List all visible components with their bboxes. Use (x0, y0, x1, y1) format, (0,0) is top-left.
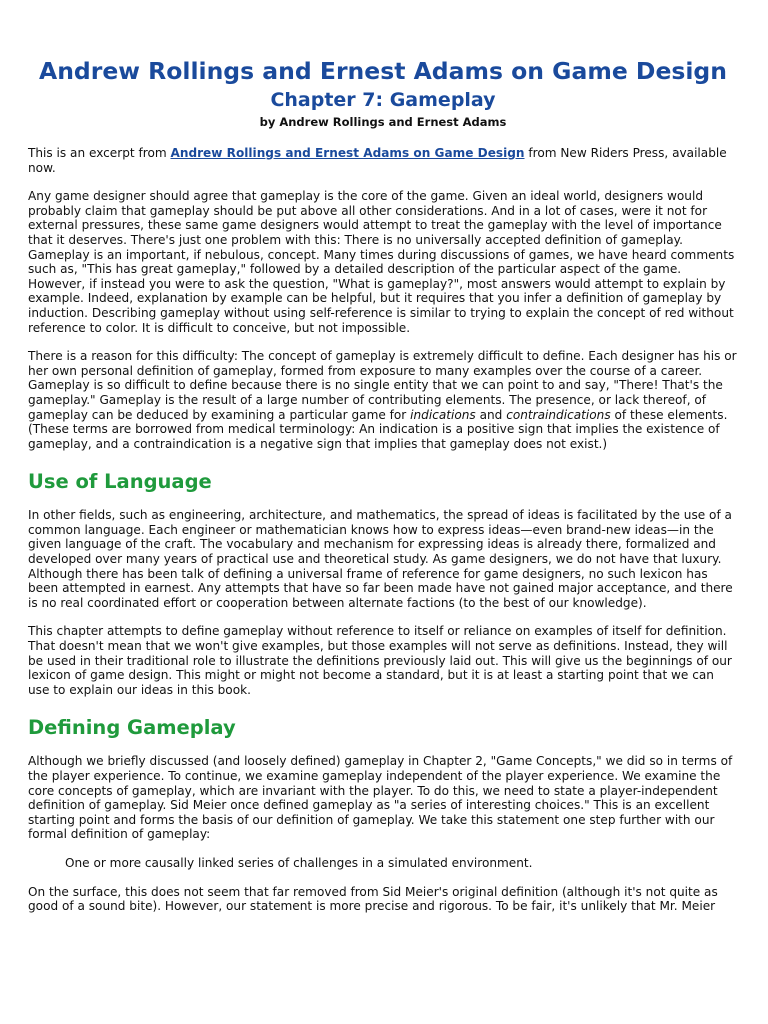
intro-paragraph (28, 146, 738, 175)
section-heading-language: Use of Language (28, 470, 212, 494)
emphasis-contraindications: contraindications (506, 407, 611, 422)
page-title: Andrew Rollings and Ernest Adams on Game Design (39, 57, 727, 85)
intro-prefix: This is an excerpt from (28, 146, 171, 160)
body-paragraph: Any game designer should agree that gameplay is the core of the game. Given an ideal world, designers would probably claim that gameplay should be put above all other considerations. And in a lot of cases, were it not for external pressures, these same game designers would attempt to treat the gameplay with the level of importance that it deserves. There's just one problem with this: There is no universally accepted definition of gameplay. Gameplay is an important, if nebulous, concept. Many times during discussions of games, we have heard comments such as, "This has great gameplay," followed by a detailed description of the particular aspect of the game. However, if instead you were to ask the question, "What is gameplay?", most answers would attempt to explain by example. Indeed, explanation by example can be helpful, but it requires that you infer a definition of gameplay by induction. Describing gameplay without using self-reference is similar to trying to explain the concept of red without reference to color. It is difficult to conceive, but not impossible. (28, 189, 735, 335)
body-paragraph: On the surface, this does not seem that far removed from Sid Meier's original definition (although it's not quite as good of a sound bite). However, our statement is more precise and rigorous. To be fair, it's unlikely that Mr. Meier (28, 884, 718, 914)
difficulty-paragraph (28, 349, 738, 451)
intro-suffix: from New Riders Press, available now. (28, 146, 727, 175)
body-paragraph: In other fields, such as engineering, architecture, and mathematics, the spread of ideas is facilitated by the use of a common language. Each engineer or mathematician knows how to express ideas—even brand-new ideas—in the given language of the craft. The vocabulary and mechanism for expressing ideas is already there, formalized and developed over many years of practical use and theoretical study. As game designers, we do not have that luxury. Although there has been talk of defining a universal frame of reference for game designers, no such lexicon has been attempted in earnest. Any attempts that have so far been made have not gained major acceptance, and there is no real coordinated effort or cooperation between alternate factions (to the best of our knowledge). (28, 508, 733, 610)
emphasis-indications: indications (410, 407, 476, 422)
text-span: of these elements. (These terms are borrowed from medical terminology: An indication is a positive sign that implies the existence of gameplay, and a contraindication is a negative sign that implies that gameplay does not exist.) (28, 407, 728, 451)
text-span: There is a reason for this difficulty: The concept of gameplay is extremely difficult to define. Each designer has his or her own personal definition of gameplay, formed from exposure to many examples over the course of a career. Gameplay is so difficult to define because there is no single entity that we can point to and say, "There! That's the gameplay." Gameplay is the result of a large number of contributing elements. The presence, or lack thereof, of gameplay can be deduced by examining a particular game for (28, 349, 737, 422)
text-span: and (475, 407, 507, 422)
book-link[interactable]: Andrew Rollings and Ernest Adams on Game Design (170, 146, 525, 160)
body-paragraph: This chapter attempts to define gameplay without reference to itself or reliance on examples of itself for definition. That doesn't mean that we won't give examples, but those examples will not serve as definitions. Instead, they will be used in their traditional role to illustrate the definitions previously laid out. This will give us the beginnings of our lexicon of game design. This might or might not become a standard, but it is at least a starting point that we can use to explain our ideas in this book. (28, 624, 732, 697)
chapter-title: Chapter 7: Gameplay (270, 89, 496, 111)
section-heading-defining: Defining Gameplay (28, 716, 236, 740)
definition-quote: One or more causally linked series of challenges in a simulated environment. (65, 855, 533, 870)
body-paragraph: Although we briefly discussed (and loosely defined) gameplay in Chapter 2, "Game Concepts," we did so in terms of the player experience. To continue, we examine gameplay independent of the player experience. We examine the core concepts of gameplay, which are invariant with the player. To do this, we need to state a player-independent definition of gameplay. Sid Meier once defined gameplay as "a series of interesting choices." This is an excellent starting point and forms the basis of our definition of gameplay. We take this statement one step further with our formal definition of gameplay: (28, 754, 733, 842)
byline: by Andrew Rollings and Ernest Adams (259, 115, 507, 129)
